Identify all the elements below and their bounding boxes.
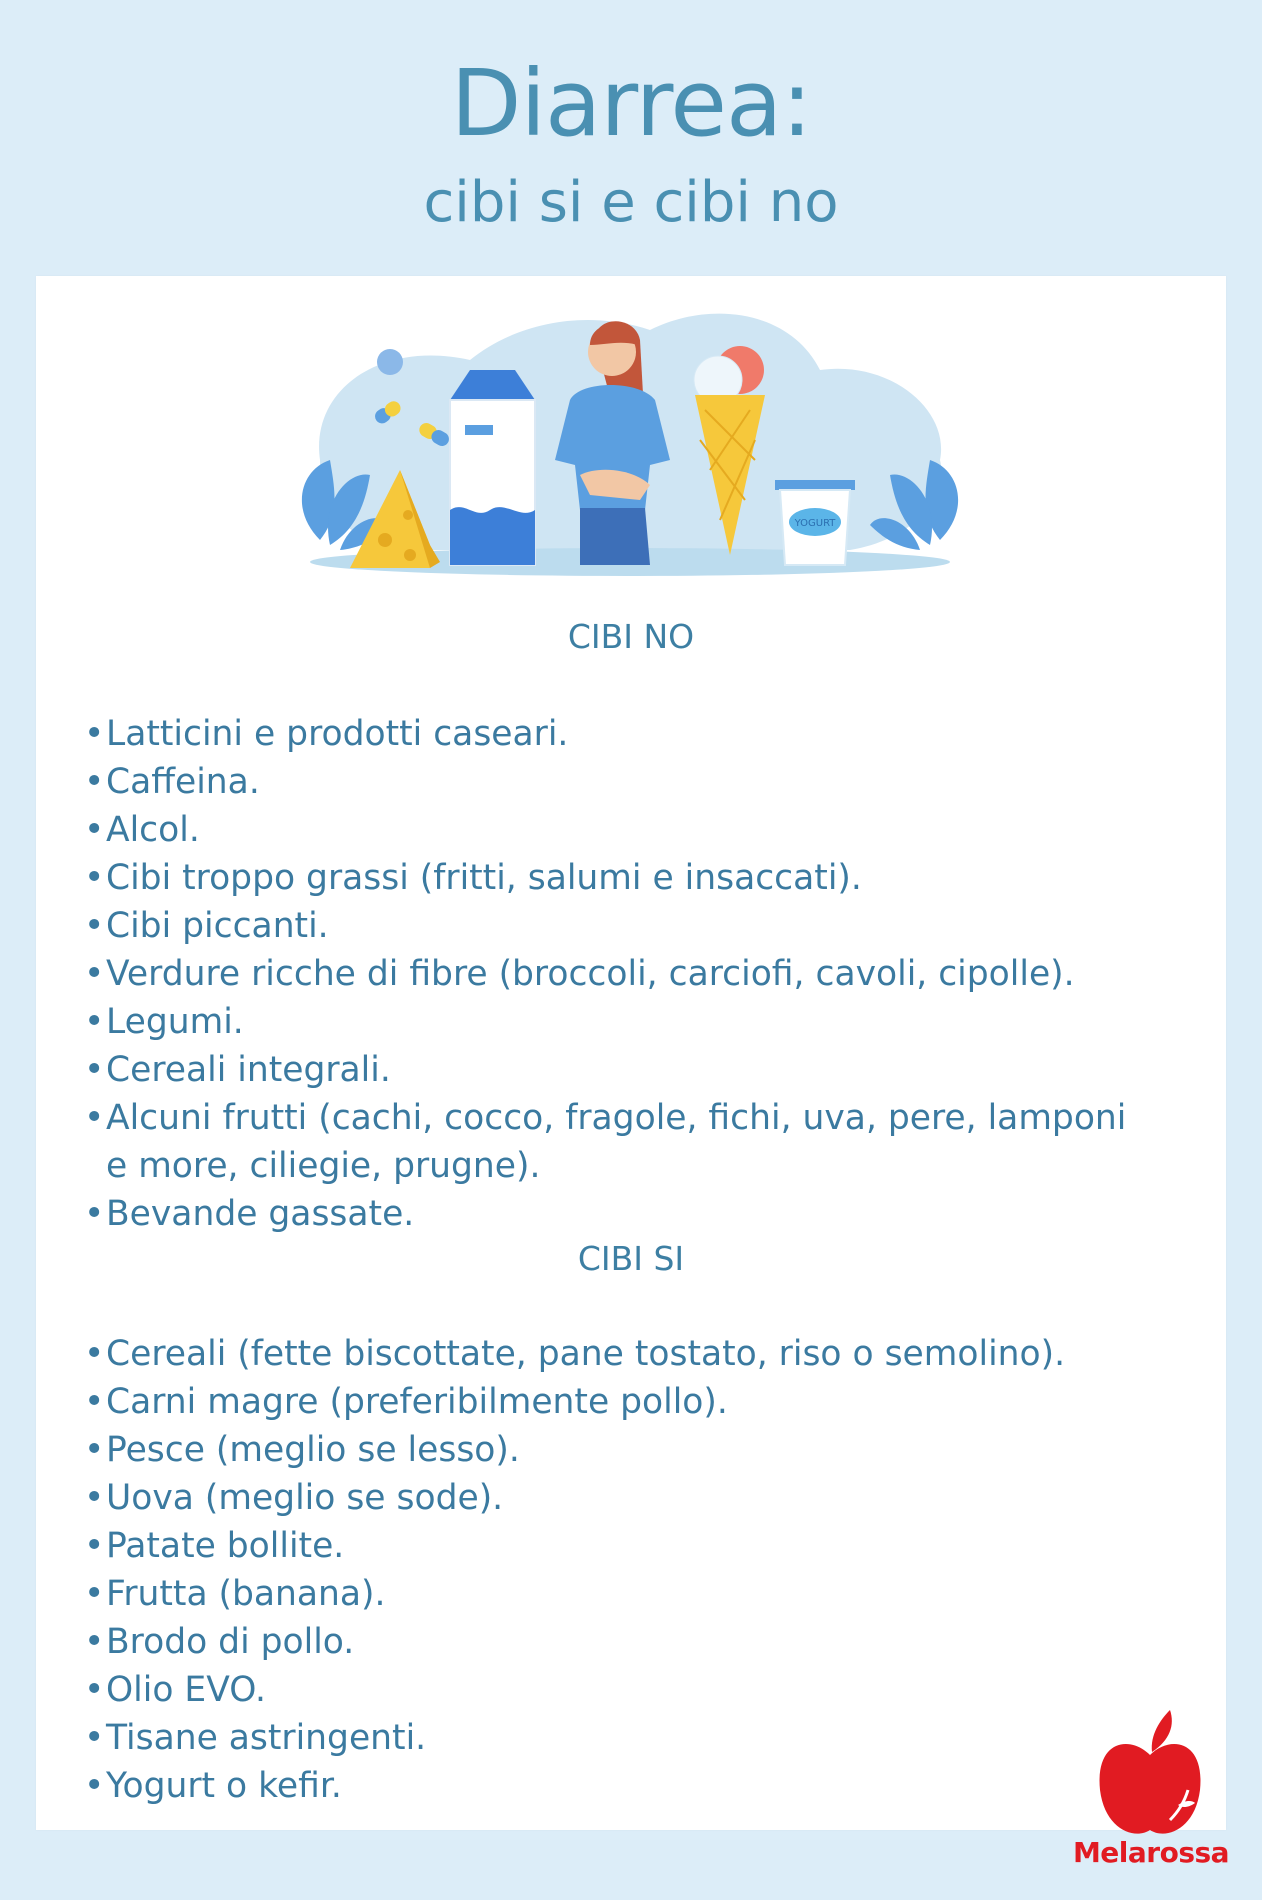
yogurt-cup-icon	[775, 480, 855, 565]
stomach-ache-illustration	[290, 300, 970, 590]
brand-name: Melarossa	[1072, 1836, 1230, 1869]
list-item: • Caffeina.	[84, 758, 1144, 806]
list-item: • Brodo di pollo.	[84, 1618, 1144, 1666]
yogurt-label: YOGURT	[794, 518, 836, 529]
page-title: Diarrea:	[450, 50, 812, 157]
pill-icon	[377, 349, 403, 375]
list-item: • Cereali integrali.	[84, 1046, 1144, 1094]
list-item: • Cereali (fette biscottate, pane tostato, riso o semolino).	[84, 1330, 1144, 1378]
list-item: • Frutta (banana).	[84, 1570, 1144, 1618]
list-item: • Cibi piccanti.	[84, 902, 1144, 950]
list-item: • Latticini e prodotti caseari.	[84, 710, 1144, 758]
list-item: • Pesce (meglio se lesso).	[84, 1426, 1144, 1474]
cibi-no-list	[84, 710, 1144, 1238]
list-item: • Legumi.	[84, 998, 1144, 1046]
page-subtitle: cibi si e cibi no	[423, 170, 839, 235]
section-title-cibi-si: CIBI SI	[577, 1239, 685, 1278]
section-title-cibi-no: CIBI NO	[567, 617, 695, 656]
list-item: • Carni magre (preferibilmente pollo).	[84, 1378, 1144, 1426]
milk-carton-icon	[450, 370, 535, 565]
list-item: • Verdure ricche di fibre (broccoli, carciofi, cavoli, cipolle).	[84, 950, 1144, 998]
list-item: • Tisane astringenti.	[84, 1714, 1144, 1762]
list-item: • Olio EVO.	[84, 1666, 1144, 1714]
list-item: • Alcol.	[84, 806, 1144, 854]
list-item: • Yogurt o kefir.	[84, 1762, 1144, 1810]
list-item: • Uova (meglio se sode).	[84, 1474, 1144, 1522]
cibi-si-list	[84, 1330, 1144, 1810]
list-item: • Cibi troppo grassi (fritti, salumi e insaccati).	[84, 854, 1144, 902]
list-item: • Alcuni frutti (cachi, cocco, fragole, fichi, uva, pere, lamponi e more, ciliegie, prugne).	[84, 1094, 1144, 1190]
list-item: • Patate bollite.	[84, 1522, 1144, 1570]
list-item: • Bevande gassate.	[84, 1190, 1144, 1238]
